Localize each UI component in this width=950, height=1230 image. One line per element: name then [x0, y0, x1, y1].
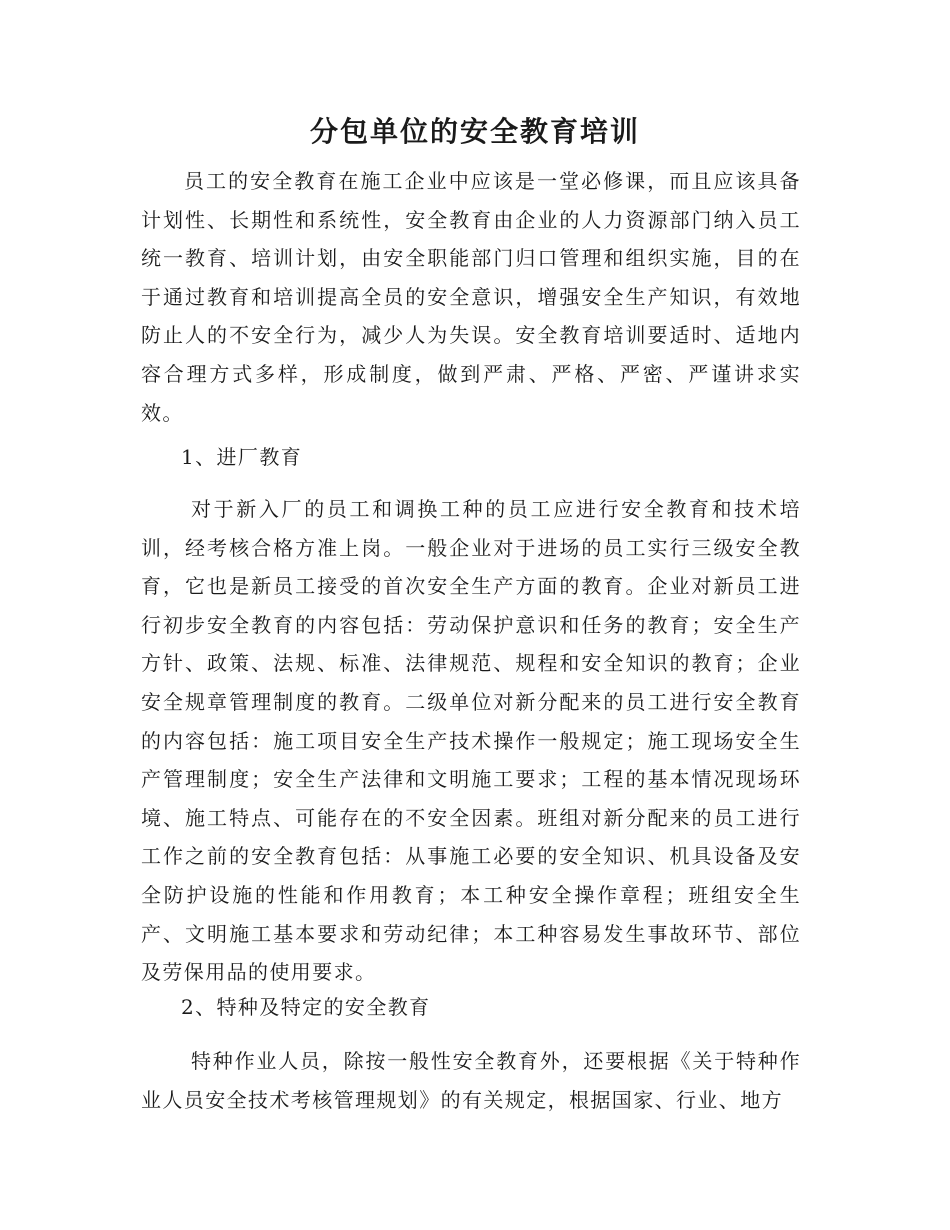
special-education-paragraph: 特种作业人员，除按一般性安全教育外，还要根据《关于特种作业人员安全技术考核管理规划》的有关规定，根据国家、行业、地方 [141, 1049, 801, 1112]
section-heading-special-education: 2、特种及特定的安全教育 [181, 995, 431, 1019]
entry-education-paragraph: 对于新入厂的员工和调换工种的员工应进行安全教育和技术培训，经考核合格方准上岗。一般企业对于进场的员工实行三级安全教育，它也是新员工接受的首次安全生产方面的教育。企业对新员工进行初步安全教育的内容包括：劳动保护意识和任务的教育；安全生产方针、政策、法规、标准、法律规范、规程和安全知识的教育；企业安全规章管理制度的教育。二级单位对新分配来的员工进行安全教育的内容包括：施工项目安全生产技术操作一般规定；施工现场安全生产管理制度；安全生产法律和文明施工要求；工程的基本情况现场环境、施工特点、可能存在的不安全因素。班组对新分配来的员工进行工作之前的安全教育包括：从事施工必要的安全知识、机具设备及安全防护设施的性能和作用教育；本工种安全操作章程；班组安全生产、文明施工基本要求和劳动纪律；本工种容易发生事故环节、部位及劳保用品的使用要求。 [141, 497, 801, 985]
intro-paragraph: 员工的安全教育在施工企业中应该是一堂必修课，而且应该具备计划性、长期性和系统性，安全教育由企业的人力资源部门纳入员工统一教育、培训计划，由安全职能部门归口管理和组织实施，目的在于通过教育和培训提高全员的安全意识，增强安全生产知识，有效地防止人的不安全行为，减少人为失误。安全教育培训要适时、适地内容合理方式多样，形成制度，做到严肃、严格、严密、严谨讲求实效。 [141, 169, 801, 425]
section-heading-entry-education: 1、进厂教育 [181, 445, 303, 469]
document-title: 分包单位的安全教育培训 [309, 115, 640, 148]
